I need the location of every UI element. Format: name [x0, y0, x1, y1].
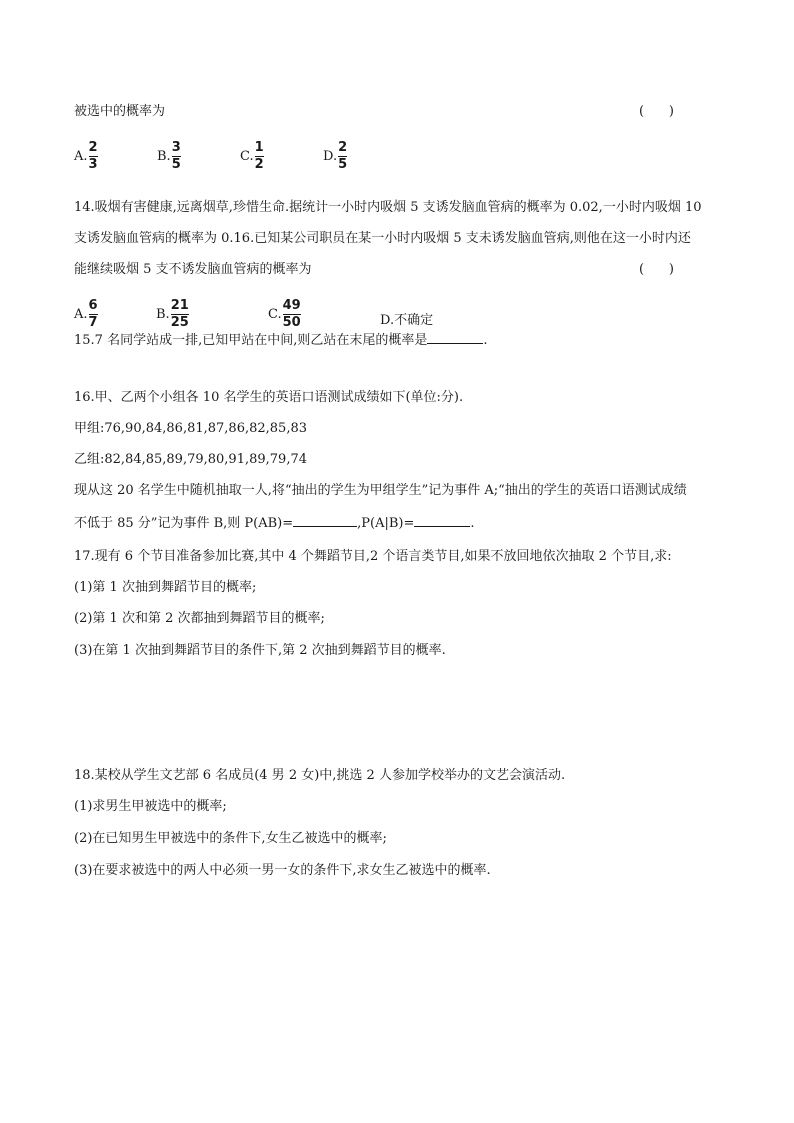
q13-option-d	[323, 141, 347, 172]
q13-option-a	[74, 141, 98, 172]
q17-part-2: (2)第 1 次和第 2 次都抽到舞蹈节目的概率;	[74, 611, 325, 626]
q13-answer-paren: ( )	[639, 104, 674, 119]
fraction	[172, 141, 181, 172]
q16-p-a-given-b-blank[interactable]	[414, 513, 470, 527]
denominator: 50	[282, 315, 301, 330]
q14-line-1: 14.吸烟有害健康,远离烟草,珍惜生命.据统计一小时内吸烟 5 支诱发脑血管病的概率为 0.02,一小时内吸烟 10	[74, 200, 702, 215]
q15-end: .	[483, 333, 488, 348]
q15-text	[74, 330, 487, 350]
q16-line-5	[74, 513, 475, 533]
fraction	[89, 299, 98, 330]
q15-stem: 15.7 名同学站成一排,已知甲站在中间,则乙站在末尾的概率是	[74, 333, 428, 348]
q17-part-1: (1)第 1 次抽到舞蹈节目的概率;	[74, 580, 257, 595]
numerator: 6	[88, 298, 98, 313]
q14-option-d: D.不确定	[380, 313, 434, 328]
q14-option-a	[74, 299, 98, 330]
q13-option-c	[240, 141, 264, 172]
numerator: 49	[282, 298, 301, 313]
denominator: 5	[171, 157, 181, 172]
q16-group-b-scores: 乙组:82,84,85,89,79,80,91,89,79,74	[74, 452, 307, 467]
q17-part-3: (3)在第 1 次抽到舞蹈节目的条件下,第 2 次抽到舞蹈节目的概率.	[74, 643, 446, 658]
option-label: B.	[157, 149, 171, 164]
q16-group-a-scores: 甲组:76,90,84,86,81,87,86,82,85,83	[74, 421, 307, 436]
q13-text: 被选中的概率为	[74, 104, 166, 119]
numerator: 2	[338, 140, 348, 155]
option-label: C.	[268, 307, 282, 322]
numerator: 3	[171, 140, 181, 155]
fraction	[89, 141, 98, 172]
fraction	[283, 299, 301, 330]
option-label: D.	[323, 149, 338, 164]
q18-part-1: (1)求男生甲被选中的概率;	[74, 799, 227, 814]
option-label: C.	[240, 149, 254, 164]
q15-answer-blank[interactable]	[427, 330, 483, 344]
q18-intro: 18.某校从学生文艺部 6 名成员(4 男 2 女)中,挑选 2 人参加学校举办的文艺会演活动.	[74, 768, 566, 783]
q14-line-3: 能继续吸烟 5 支不诱发脑血管病的概率为	[74, 262, 312, 277]
q18-part-3: (3)在要求被选中的两人中必须一男一女的条件下,求女生乙被选中的概率.	[74, 863, 491, 878]
denominator: 3	[88, 157, 98, 172]
option-label: A.	[74, 307, 88, 322]
q14-line-2: 支诱发脑血管病的概率为 0.16.已知某公司职员在某一小时内吸烟 5 支未诱发脑血管病,则他在这一小时内还	[74, 231, 691, 246]
denominator: 2	[254, 157, 264, 172]
q13-option-b	[157, 141, 181, 172]
q14-option-b	[156, 299, 189, 330]
fraction	[171, 299, 189, 330]
numerator: 2	[88, 140, 98, 155]
q16-p-ab-blank[interactable]	[293, 513, 357, 527]
q16-p-a-given-b-label: ,P(A|B)=	[357, 516, 415, 531]
denominator: 5	[338, 157, 348, 172]
option-label: B.	[156, 307, 170, 322]
q16-intro: 16.甲、乙两个小组各 10 名学生的英语口语测试成绩如下(单位:分).	[74, 390, 464, 405]
q14-option-c	[268, 299, 301, 330]
q17-intro: 17.现有 6 个节目准备参加比赛,其中 4 个舞蹈节目,2 个语言类节目,如果不放回地依次抽取 2 个节目,求:	[74, 549, 672, 564]
q16-p-ab-label: 不低于 85 分”记为事件 B,则 P(AB)=	[74, 516, 294, 531]
q18-part-2: (2)在已知男生甲被选中的条件下,女生乙被选中的概率;	[74, 831, 387, 846]
numerator: 21	[170, 298, 189, 313]
q16-end: .	[470, 516, 475, 531]
numerator: 1	[254, 140, 264, 155]
q16-line-4: 现从这 20 名学生中随机抽取一人,将“抽出的学生为甲组学生”记为事件 A;“抽出的学生的英语口语测试成绩	[74, 483, 687, 498]
fraction	[338, 141, 347, 172]
denominator: 7	[88, 315, 98, 330]
option-label: A.	[74, 149, 88, 164]
denominator: 25	[170, 315, 189, 330]
fraction	[255, 141, 264, 172]
q14-answer-paren: ( )	[639, 262, 674, 277]
